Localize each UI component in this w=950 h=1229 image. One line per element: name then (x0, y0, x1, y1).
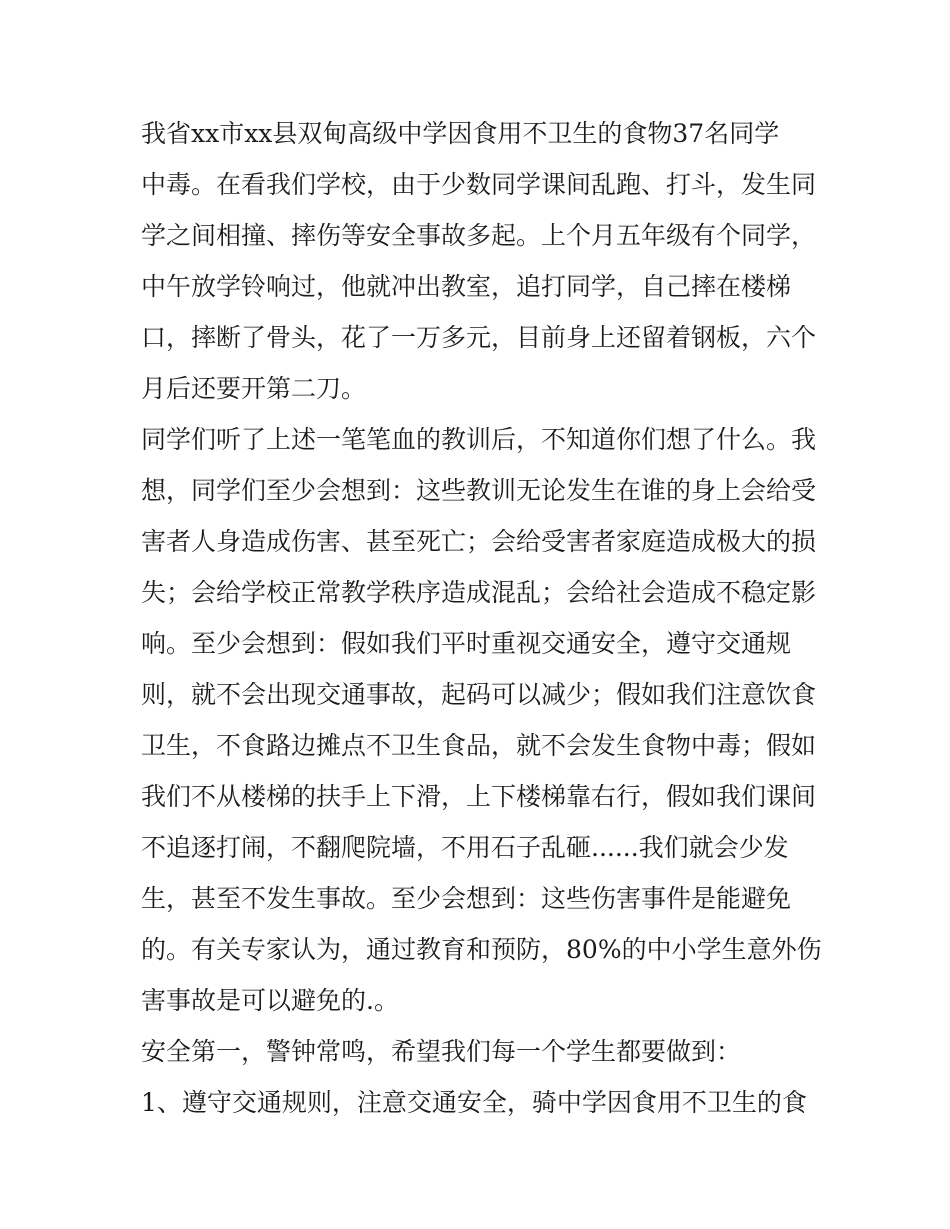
text-line: 中毒。在看我们学校，由于少数同学课间乱跑、打斗，发生同 (141, 170, 817, 199)
text-line: 害事故是可以避免的.。 (141, 986, 399, 1015)
text-line: 生，甚至不发生事故。至少会想到：这些伤害事件是能避免 (141, 884, 792, 913)
text-line: 月后还要开第二刀。 (141, 374, 367, 403)
text-line: 害者人身造成伤害、甚至死亡；会给受害者家庭造成极大的损 (141, 527, 817, 556)
document-body (141, 108, 821, 1128)
text-line: 同学们听了上述一笔笔血的教训后，不知道你们想了什么。我 (141, 425, 817, 454)
text-line: 响。至少会想到：假如我们平时重视交通安全，遵守交通规 (141, 629, 792, 658)
text-line: 的。有关专家认为，通过教育和预防，80%的中小学生意外伤 (141, 935, 822, 964)
text-line: 我省xx市xx县双甸高级中学因食用不卫生的食物37名同学 (141, 119, 780, 148)
text-line: 则，就不会出现交通事故，起码可以减少；假如我们注意饮食 (141, 680, 817, 709)
text-line: 卫生，不食路边摊点不卫生食品，就不会发生食物中毒；假如 (141, 731, 817, 760)
text-line: 失；会给学校正常教学秩序造成混乱；会给社会造成不稳定影 (141, 578, 817, 607)
text-line: 想，同学们至少会想到：这些教训无论发生在谁的身上会给受 (141, 476, 817, 505)
text-line: 不追逐打闹，不翻爬院墙，不用石子乱砸......我们就会少发 (141, 833, 789, 862)
text-line: 安全第一，警钟常鸣，希望我们每一个学生都要做到： (141, 1037, 742, 1066)
text-line: 口，摔断了骨头，花了一万多元，目前身上还留着钢板，六个 (141, 323, 817, 352)
text-line: 中午放学铃响过，他就冲出教室，追打同学，自己摔在楼梯 (141, 272, 792, 301)
text-line: 1、遵守交通规则，注意交通安全，骑中学因食用不卫生的食 (141, 1088, 807, 1117)
text-line: 学之间相撞、摔伤等安全事故多起。上个月五年级有个同学， (141, 221, 817, 250)
text-line: 我们不从楼梯的扶手上下滑，上下楼梯靠右行，假如我们课间 (141, 782, 817, 811)
